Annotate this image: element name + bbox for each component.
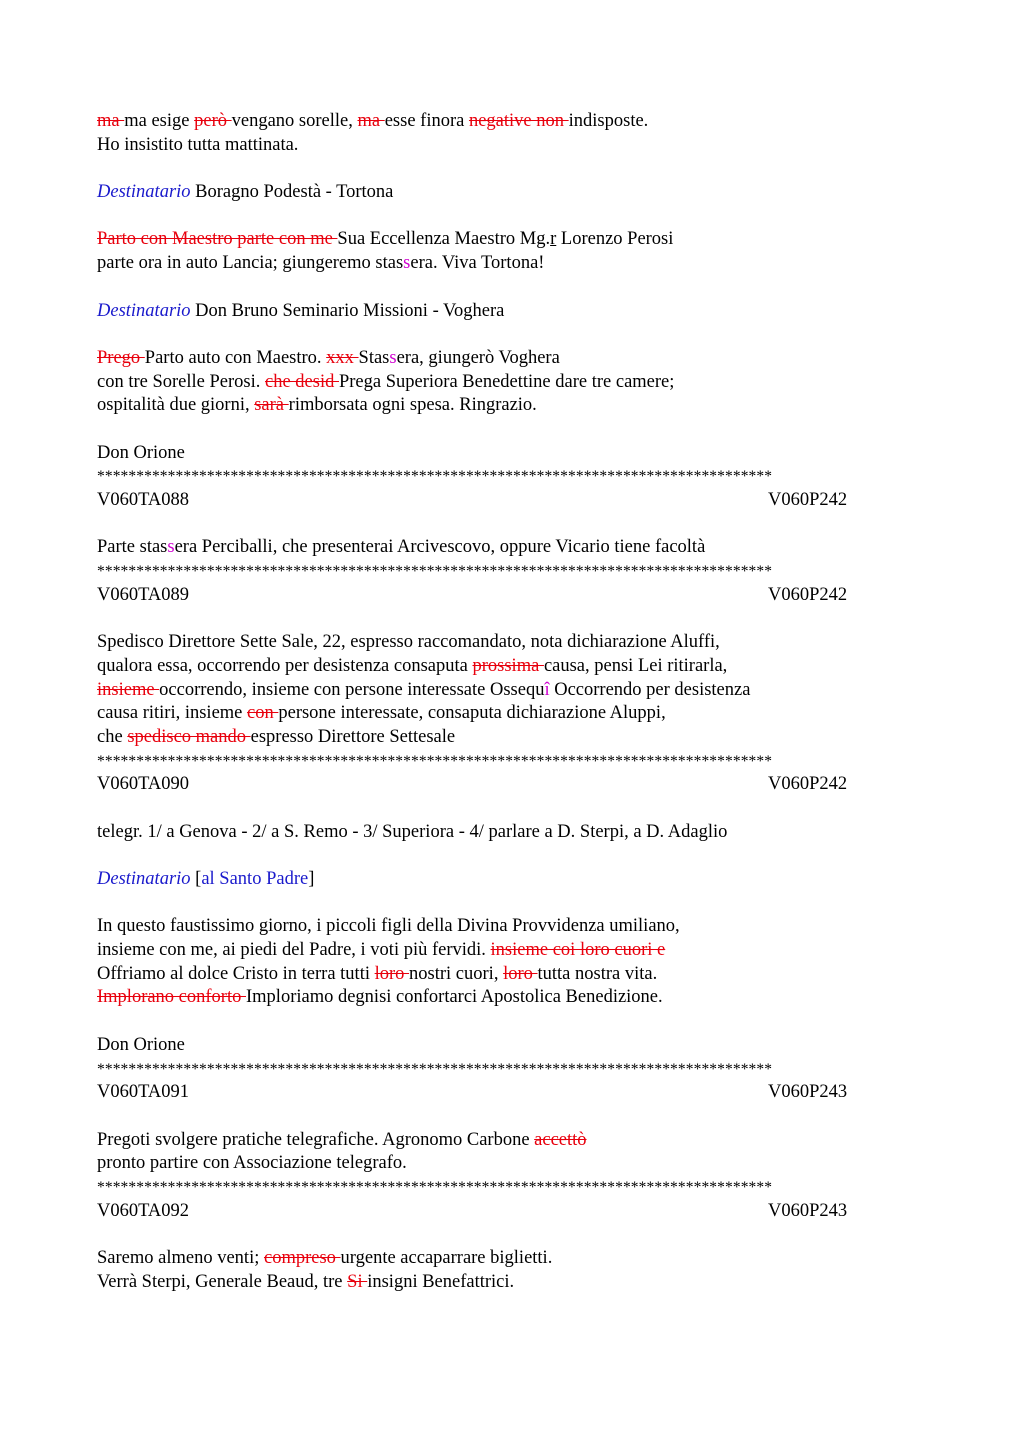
text-segment: Verrà Sterpi, Generale Beaud, tre <box>97 1271 348 1292</box>
spacer <box>97 607 947 631</box>
text-line <box>97 655 947 679</box>
text-line <box>97 181 947 205</box>
spacer <box>97 1010 947 1034</box>
telegram-id: V060TA088 <box>97 490 190 510</box>
text-segment: era, giungerò Voghera <box>396 347 560 368</box>
text-line <box>97 1034 947 1058</box>
text-segment: ospitalità due giorni, <box>97 395 255 416</box>
text-line <box>97 134 947 158</box>
text-line <box>97 300 947 324</box>
page-id: V060P243 <box>768 1200 848 1221</box>
text-segment: Lorenzo Perosi <box>556 229 674 250</box>
deleted-text: loro <box>374 963 410 984</box>
text-segment: persone interessate, consaputa dichiarazione Aluppi, <box>278 703 666 724</box>
text-segment: indisposte. <box>568 111 649 131</box>
text-segment: era Perciballi, che presenterai Arcivescovo, oppure Vicario tiene facoltà <box>174 537 706 558</box>
text-line <box>97 963 947 987</box>
recipient-label: Destinatario <box>97 869 191 889</box>
text-segment: Prega Superiora Benedettine dare tre camere; <box>338 371 675 392</box>
spacer <box>97 1105 947 1129</box>
deleted-text: negative non <box>468 111 569 131</box>
text-segment: [ <box>190 869 202 889</box>
deleted-text: Parto con Maestro parte con me <box>97 229 338 250</box>
text-line <box>97 1271 947 1295</box>
telegram-id: V060TA089 <box>97 584 190 605</box>
text-segment: ma esige <box>124 111 195 131</box>
text-segment: pronto partire con Associazione telegrafo. <box>97 1153 407 1174</box>
text-segment: Offriamo al dolce Cristo in terra tutti <box>97 963 375 984</box>
deleted-text: xxx <box>326 347 359 368</box>
text-line <box>97 394 947 418</box>
document-id-row <box>97 773 947 797</box>
text-segment: esse finora <box>384 111 469 131</box>
recipient-label: Destinatario <box>97 300 191 321</box>
spacer <box>97 418 947 442</box>
text-segment: urgente accaparrare biglietti. <box>340 1248 553 1268</box>
document-body <box>97 110 947 1294</box>
spacer <box>97 276 947 300</box>
separator-stars: ************************************************************************************** <box>97 468 773 486</box>
separator-stars: ************************************************************************************** <box>97 1060 773 1078</box>
document-id-row <box>97 1081 947 1105</box>
text-line <box>97 110 947 134</box>
text-line <box>97 726 947 750</box>
page-id: V060P242 <box>768 490 848 510</box>
text-segment: insigni Benefattrici. <box>367 1271 515 1292</box>
telegram-id: V060TA090 <box>97 774 190 795</box>
text-line <box>97 986 947 1010</box>
text-line <box>97 631 947 655</box>
spacer <box>97 1223 947 1247</box>
spacer <box>97 323 947 347</box>
deleted-text: Si <box>347 1271 368 1292</box>
text-line <box>97 702 947 726</box>
document-id-row <box>97 584 947 608</box>
text-segment: occorrendo, insieme con persone interessate Ossequ <box>159 679 545 700</box>
text-segment: Parto auto con Maestro. <box>144 347 327 368</box>
telegram-id: V060TA091 <box>97 1082 190 1103</box>
text-segment: Saremo almeno venti; <box>97 1248 264 1268</box>
text-segment: vengano sorelle, <box>231 111 358 131</box>
text-segment: ] <box>308 869 315 889</box>
text-line <box>97 347 947 371</box>
text-line <box>97 536 947 560</box>
deleted-text: accettò <box>534 1129 587 1150</box>
text-segment: parte ora in auto Lancia; giungeremo stas <box>97 253 404 274</box>
text-segment: insieme con me, ai piedi del Padre, i voti più fervidi. <box>97 940 491 961</box>
text-line <box>97 821 947 845</box>
deleted-text: insieme <box>97 679 160 700</box>
spacer <box>97 797 947 821</box>
spacer <box>97 157 947 181</box>
text-segment: Ho insistito tutta mattinata. <box>97 134 299 155</box>
text-line <box>97 442 947 466</box>
separator-stars: ************************************************************************************** <box>97 1178 773 1196</box>
text-line <box>97 1152 947 1176</box>
text-segment: Don Orione <box>97 442 185 463</box>
text-segment: Imploriamo degnisi confortarci Apostolica Benedizione. <box>246 987 663 1008</box>
deleted-text: sarà <box>254 395 289 416</box>
deleted-text: prossima <box>472 655 544 676</box>
text-segment: Pregoti svolgere pratiche telegrafiche. Agronomo Carbone <box>97 1129 535 1150</box>
telegram-id: V060TA092 <box>97 1200 190 1221</box>
text-segment: Parte stas <box>97 537 168 558</box>
underlined-text: r <box>550 229 557 250</box>
corrected-letter: î <box>544 679 550 700</box>
text-line <box>97 252 947 276</box>
corrected-letter: s <box>389 347 397 368</box>
text-line <box>97 1129 947 1153</box>
spacer <box>97 513 947 537</box>
text-line <box>97 371 947 395</box>
document-id-row <box>97 489 947 513</box>
separator-stars: ************************************************************************************** <box>97 563 773 581</box>
deleted-text: ma <box>357 111 385 131</box>
text-line <box>97 915 947 939</box>
spacer <box>97 892 947 916</box>
text-segment: nostri cuori, <box>409 963 504 984</box>
recipient-name: al Santo Padre <box>201 869 309 889</box>
text-segment: con tre Sorelle Perosi. <box>97 371 265 392</box>
text-line <box>97 228 947 252</box>
text-line <box>97 939 947 963</box>
text-line <box>97 679 947 703</box>
document-id-row <box>97 1200 947 1224</box>
deleted-text: che desid <box>265 371 339 392</box>
corrected-letter: s <box>167 537 175 558</box>
text-segment: Boragno Podestà - Tortona <box>190 182 394 203</box>
deleted-text: insieme coi loro cuori e <box>490 940 666 961</box>
page-id: V060P242 <box>768 584 848 605</box>
corrected-letter: s <box>403 253 411 274</box>
page-id: V060P242 <box>768 774 848 795</box>
text-segment: Sua Eccellenza Maestro Mg. <box>337 229 551 250</box>
deleted-text: con <box>247 703 279 724</box>
text-segment: Don Bruno Seminario Missioni - Voghera <box>190 300 505 321</box>
text-segment: causa, pensi Lei ritirarla, <box>543 655 728 676</box>
text-line <box>97 1247 947 1271</box>
text-segment: era. Viva Tortona! <box>410 253 545 274</box>
text-segment: Occorrendo per desistenza <box>549 679 751 700</box>
recipient-label: Destinatario <box>97 182 191 203</box>
text-segment: telegr. 1/ a Genova - 2/ a S. Remo - 3/ Superiora - 4/ parlare a D. Sterpi, a D. Adaglio <box>97 821 728 842</box>
text-segment: Stas <box>358 347 390 368</box>
deleted-text: loro <box>503 963 538 984</box>
text-segment: causa ritiri, insieme <box>97 703 248 724</box>
deleted-text: Prego <box>97 347 145 368</box>
spacer <box>97 205 947 229</box>
separator-stars: ************************************************************************************** <box>97 752 773 770</box>
text-segment: espresso Direttore Settesale <box>250 726 456 747</box>
deleted-text: ma <box>97 111 125 131</box>
text-segment: che <box>97 726 128 747</box>
text-segment: qualora essa, occorrendo per desistenza consaputa <box>97 655 473 676</box>
deleted-text: compreso <box>263 1248 341 1268</box>
deleted-text: spedisco mando <box>127 726 251 747</box>
spacer <box>97 844 947 868</box>
text-segment: Don Orione <box>97 1034 185 1055</box>
deleted-text: Implorano conforto <box>97 987 246 1008</box>
text-segment: Spedisco Direttore Sette Sale, 22, espresso raccomandato, nota dichiarazione Aluffi, <box>97 632 720 653</box>
text-line <box>97 868 947 892</box>
page-id: V060P243 <box>768 1082 848 1103</box>
text-segment: In questo faustissimo giorno, i piccoli figli della Divina Provvidenza umiliano, <box>97 916 680 937</box>
deleted-text: però <box>194 111 232 131</box>
text-segment: rimborsata ogni spesa. Ringrazio. <box>288 395 537 416</box>
text-segment: tutta nostra vita. <box>537 963 658 984</box>
